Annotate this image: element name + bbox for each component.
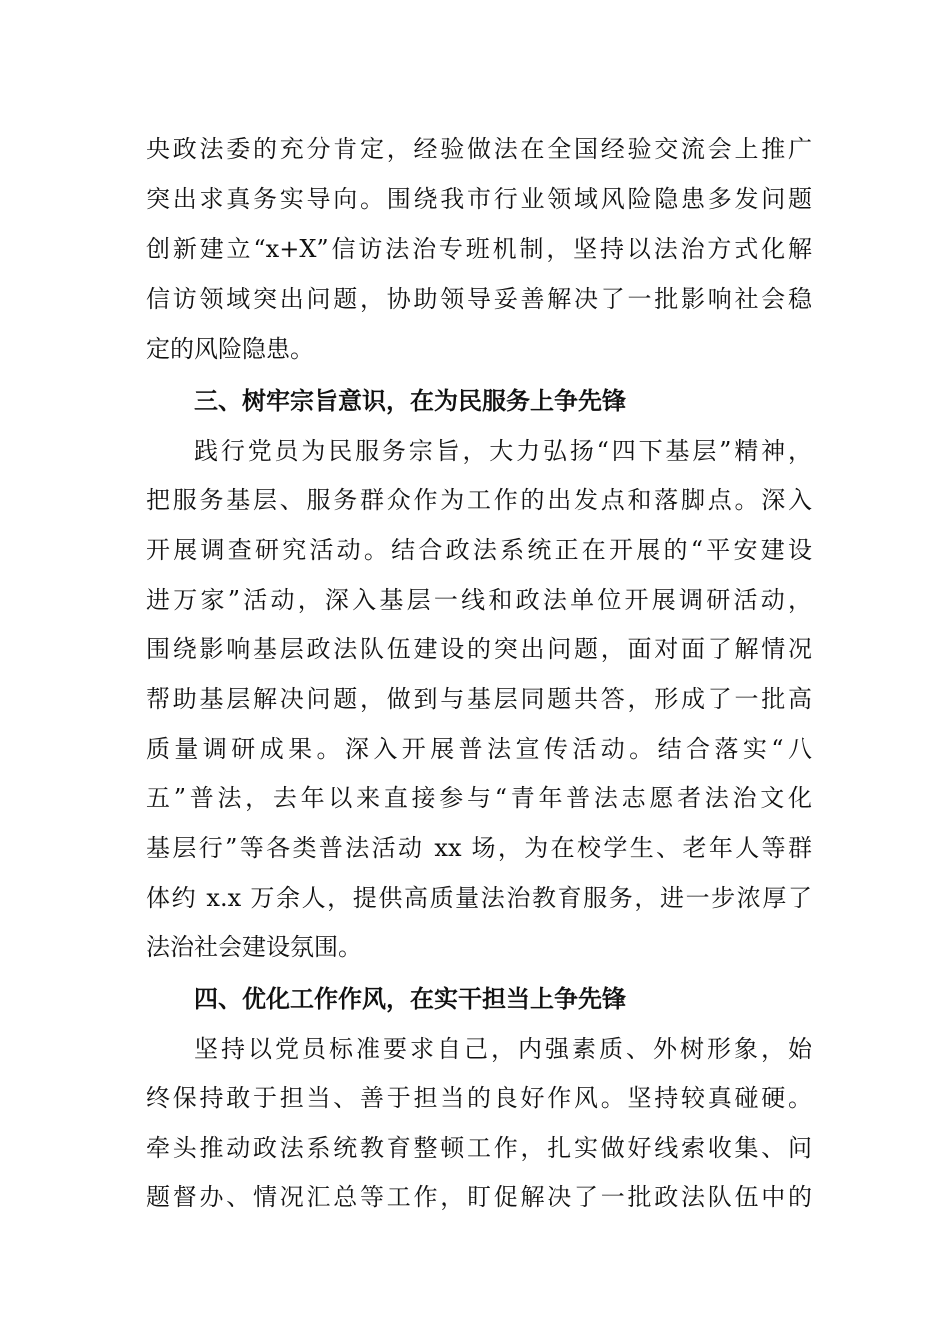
- text-line: 创新建立“x+X”信访法治专班机制，坚持以法治方式化解: [146, 235, 812, 263]
- text-line: 央政法委的充分肯定，经验做法在全国经验交流会上推广: [146, 135, 812, 163]
- text-line: 质量调研成果。深入开展普法宣传活动。结合落实“八: [146, 735, 812, 763]
- text-line: 开展调查研究活动。结合政法系统正在开展的“平安建设: [146, 536, 812, 564]
- text-line: 法治社会建设氛围。: [146, 933, 362, 961]
- text-line: 基层行”等各类普法活动 xx 场，为在校学生、老年人等群: [146, 834, 812, 862]
- text-line: 定的风险隐患。: [146, 335, 314, 363]
- text-line: 把服务基层、服务群众作为工作的出发点和落脚点。深入: [146, 486, 812, 514]
- text-line: 题督办、情况汇总等工作，盯促解决了一批政法队伍中的: [146, 1183, 812, 1211]
- text-line: 五”普法，去年以来直接参与“青年普法志愿者法治文化: [146, 784, 812, 812]
- text-line: 突出求真务实导向。围绕我市行业领域风险隐患多发问题: [146, 185, 812, 213]
- text-line: 终保持敢于担当、善于担当的良好作风。坚持较真碰硬。: [146, 1084, 812, 1112]
- text-line: 帮助基层解决问题，做到与基层同题共答，形成了一批高: [146, 685, 812, 713]
- text-line: 体约 x.x 万余人，提供高质量法治教育服务，进一步浓厚了: [146, 884, 812, 912]
- text-line: 信访领域突出问题，协助领导妥善解决了一批影响社会稳: [146, 285, 812, 313]
- text-line: 坚持以党员标准要求自己，内强素质、外树形象，始: [194, 1035, 812, 1063]
- section-heading: 三、树牢宗旨意识，在为民服务上争先锋: [194, 387, 626, 415]
- text-line: 进万家”活动，深入基层一线和政法单位开展调研活动，: [146, 586, 812, 614]
- section-heading: 四、优化工作作风，在实干担当上争先锋: [194, 985, 626, 1013]
- text-line: 践行党员为民服务宗旨，大力弘扬“四下基层”精神，: [194, 437, 812, 465]
- text-line: 牵头推动政法系统教育整顿工作，扎实做好线索收集、问: [146, 1134, 812, 1162]
- text-line: 围绕影响基层政法队伍建设的突出问题，面对面了解情况: [146, 635, 812, 663]
